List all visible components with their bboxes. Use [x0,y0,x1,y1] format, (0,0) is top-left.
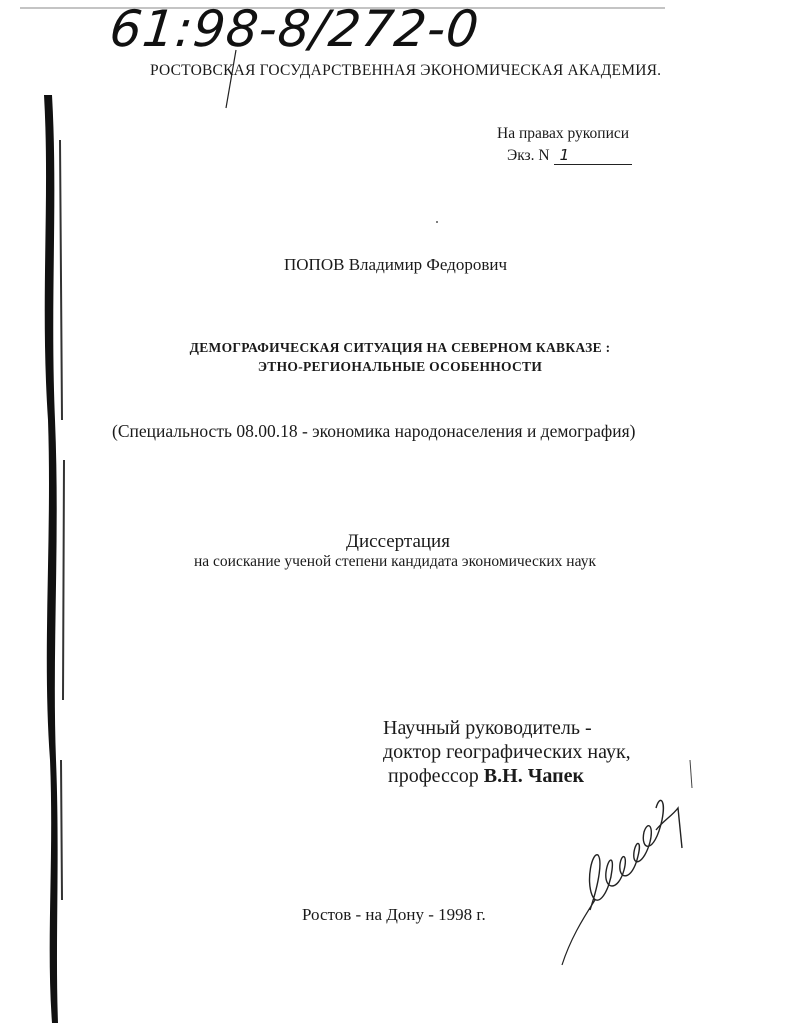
copy-number [507,146,632,165]
specialty-code: (Специальность 08.00.18 - экономика народонаселения и демография) [112,421,636,441]
place-and-year: Ростов - на Дону - 1998 г. [302,905,486,924]
manuscript-rights: На правах рукописи [497,125,630,142]
copy-number-value: 1 [554,146,632,165]
degree-sought: на соискание ученой степени кандидата экономических наук [194,553,596,570]
copy-number-label: Экз. N [507,147,550,164]
binding-streaks [60,140,64,900]
handwritten-signature [540,760,700,970]
title-line-1: ДЕМОГРАФИЧЕСКАЯ СИТУАЦИЯ НА СЕВЕРНОМ КАВКАЗЕ : [189,340,611,355]
author-name: ПОПОВ Владимир Федорович [284,255,507,274]
supervisor-line-2: доктор географических наук, [383,741,631,763]
supervisor-title: профессор [388,765,484,787]
institution-name: РОСТОВСКАЯ ГОСУДАРСТВЕННАЯ ЭКОНОМИЧЕСКАЯ АКАДЕМИЯ. [150,62,662,79]
archive-code-handwritten: 61:98-8/272-0 [106,0,483,58]
supervisor-line-1: Научный руководитель - [383,717,592,739]
scan-speck [436,221,438,223]
dissertation-title [120,338,680,376]
title-line-2: ЭТНО-РЕГИОНАЛЬНЫЕ ОСОБЕННОСТИ [257,359,543,374]
supervisor-name: В.Н. Чапек [483,765,585,787]
document-type: Диссертация [346,531,450,552]
